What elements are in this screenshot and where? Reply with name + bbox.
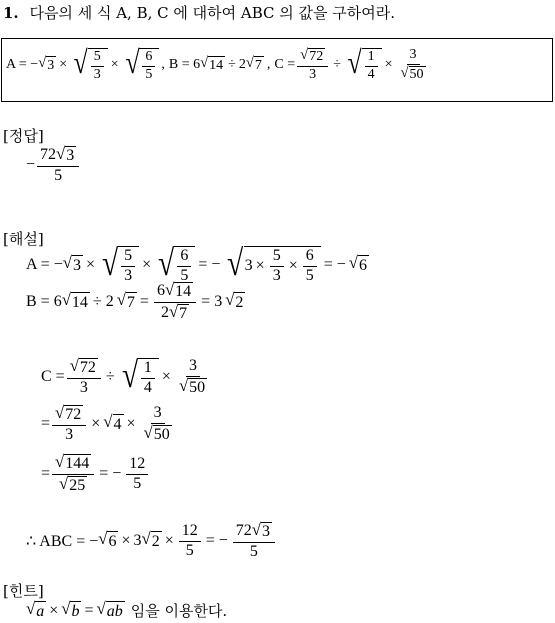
separator: , xyxy=(161,57,165,73)
coef: 72 xyxy=(235,522,252,540)
coef: 6 xyxy=(156,282,165,300)
solution-line-c2: = √ 72 3 × √ 4 × 3 √ 50 xyxy=(41,403,170,443)
coef: 72 xyxy=(40,146,57,164)
equals: = − xyxy=(99,465,122,483)
sqrt-arg: 14 xyxy=(209,58,224,74)
problem-text: 다음의 세 식 A, B, C 에 대하여 ABC 의 값을 구하여라. xyxy=(29,4,395,22)
lhs: C = xyxy=(41,368,65,386)
equals: = xyxy=(41,415,51,433)
lhs: B = 6 xyxy=(26,293,62,311)
solution-line-c3: = √ 144 √ 25 = − $\frac{12}{5}$ xyxy=(41,454,150,495)
equals: = − xyxy=(205,532,228,550)
solution-line-a: A = − √ 3 × √ $\frac{5}{3}$ × √ $\frac{6}{5}$ = − √ 3 × $\frac{5}{3}$ × $\frac{6}{5}$ = − √ 6 xyxy=(26,242,367,284)
frac-den: 5 xyxy=(249,542,258,560)
frac-den: 4 xyxy=(367,66,375,82)
sqrt-arg: 72 xyxy=(309,49,324,64)
given-expressions: A = − √ 3 × √ $\frac{5}{3}$ × √ $\frac{6}{5}$ , B = 6 √ 14 ÷ 2 √ 7 , C = √ 72 3 ÷ √ $\frac{1}{4}$ × 3 √ 50 xyxy=(6,44,424,82)
frac-den: 3 xyxy=(272,266,281,284)
solution-heading: [해설] xyxy=(3,230,44,248)
frac-den: 4 xyxy=(143,378,152,396)
frac-den: 5 xyxy=(54,166,63,184)
equals: = − xyxy=(323,256,346,274)
frac-den: 3 xyxy=(79,378,88,396)
frac-den: 5 xyxy=(305,266,314,284)
sqrt-arg: 7 xyxy=(254,58,262,74)
sqrt-arg: 14 xyxy=(175,283,192,300)
times-sign: × xyxy=(164,532,174,550)
divide-sign: ÷ xyxy=(333,57,341,73)
sqrt-arg: 14 xyxy=(71,294,88,312)
coef: 2 xyxy=(238,57,246,73)
times-sign: × xyxy=(161,368,171,386)
answer-heading: [정답] xyxy=(3,127,44,145)
inner-term: 3 xyxy=(244,257,253,275)
sqrt-arg: 3 xyxy=(47,58,55,74)
frac-num: 12 xyxy=(179,523,201,542)
coef: 2 xyxy=(160,303,169,321)
frac-num: 5 xyxy=(91,50,104,67)
frac-den: 3 xyxy=(65,425,74,443)
problem-statement xyxy=(3,2,395,23)
times-sign: × xyxy=(85,256,95,274)
solution-line-abc: ∴ ABC = − √ 6 × 3 √ 2 × $\frac{12}{5}$ = − 72 √ 3 5 xyxy=(26,522,277,561)
sqrt-arg: 7 xyxy=(126,294,135,312)
sqrt-arg: 25 xyxy=(69,476,86,494)
times-sign: × xyxy=(121,532,131,550)
frac-den: 5 xyxy=(133,474,142,492)
solution-line-c1: C = √ 72 3 ÷ √ $\frac{1}{4}$ × 3 √ 50 xyxy=(41,354,206,396)
b-label: B = 6 xyxy=(168,57,201,73)
times-sign: × xyxy=(59,57,68,73)
sqrt-arg: 6 xyxy=(108,533,117,551)
sqrt-arg: 2 xyxy=(235,294,244,312)
times-sign: × xyxy=(288,257,298,275)
sqrt-arg: a xyxy=(36,602,45,620)
frac-num: 5 xyxy=(270,248,284,267)
equals: = 3 xyxy=(201,293,223,311)
frac-den: 5 xyxy=(180,266,189,284)
equals: = xyxy=(139,293,149,311)
a-label: A = − xyxy=(6,57,39,73)
divide-sign: ÷ xyxy=(228,57,236,73)
sqrt-arg: 4 xyxy=(113,416,122,434)
times-sign: × xyxy=(91,415,101,433)
solution-line-b: B = 6 √ 14 ÷ 2 √ 7 = 6 √ 14 2 √ 7 = 3 √ 2 xyxy=(26,280,244,322)
divide-term: ÷ 2 xyxy=(92,293,114,311)
times-sign: × xyxy=(110,57,119,73)
times-sign: × xyxy=(49,601,59,619)
frac-num: 3 xyxy=(151,405,165,424)
times-sign: × xyxy=(255,257,265,275)
sqrt-arg: 2 xyxy=(151,533,160,551)
divide-sign: ÷ xyxy=(105,368,115,386)
equals: = − xyxy=(198,256,221,274)
frac-num: 3 xyxy=(186,358,200,377)
sqrt-arg: 72 xyxy=(65,406,82,423)
frac-num: 12 xyxy=(126,456,148,475)
equals: = xyxy=(41,465,51,483)
times-sign: × xyxy=(384,57,393,73)
times-sign: × xyxy=(142,256,152,274)
frac-den: 3 xyxy=(124,266,133,284)
sqrt-arg: 144 xyxy=(65,455,90,472)
frac-den: 5 xyxy=(145,66,153,82)
hint-heading: [힌트] xyxy=(3,582,44,600)
frac-den: 3 xyxy=(93,66,101,82)
sqrt-arg: 50 xyxy=(189,378,206,396)
sqrt-arg: 7 xyxy=(179,304,188,322)
frac-num: 5 xyxy=(121,248,135,267)
separator: , xyxy=(266,57,271,73)
sqrt-arg: ab xyxy=(106,602,123,620)
sqrt-arg: 72 xyxy=(79,359,96,376)
frac-num: 3 xyxy=(407,48,420,65)
frac-den: 3 xyxy=(309,66,317,82)
answer-expression: − 72 √ 3 5 xyxy=(26,146,81,185)
sqrt-arg: 6 xyxy=(358,257,367,275)
sqrt-arg: b xyxy=(71,602,80,620)
sqrt-arg: 3 xyxy=(262,523,271,540)
minus-sign: − xyxy=(26,156,36,174)
frac-num: 6 xyxy=(177,248,191,267)
frac-num: 1 xyxy=(141,360,155,379)
frac-num: 6 xyxy=(303,248,317,267)
sqrt-arg: 50 xyxy=(409,66,424,82)
hint-expression: √ a × √ b = √ ab 임을 이용한다. xyxy=(26,598,228,620)
frac-num: 6 xyxy=(142,50,155,67)
coef: 3 xyxy=(133,532,142,550)
problem-number: 1. xyxy=(3,4,19,22)
frac-num: 1 xyxy=(365,50,378,67)
equals: = xyxy=(84,601,94,619)
sqrt-arg: 3 xyxy=(66,147,75,164)
lhs: ∴ ABC = − xyxy=(26,533,99,551)
hint-text: 임을 이용한다. xyxy=(130,602,228,620)
times-sign: × xyxy=(126,415,136,433)
lhs: A = − xyxy=(26,256,63,274)
sqrt-arg: 3 xyxy=(72,257,81,275)
c-label: C = xyxy=(274,57,296,73)
frac-den: 5 xyxy=(185,541,194,559)
sqrt-arg: 50 xyxy=(153,425,170,443)
